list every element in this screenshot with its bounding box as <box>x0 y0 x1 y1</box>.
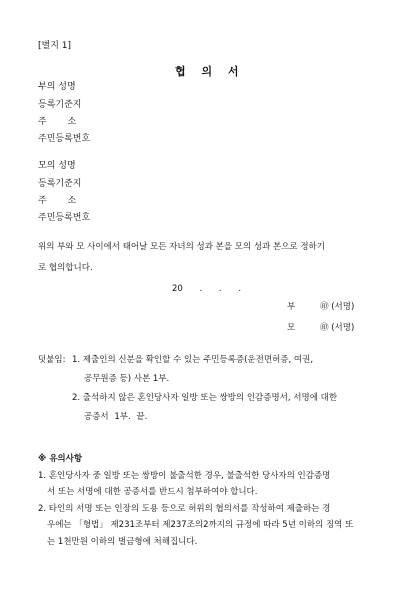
father-resident-number-label: 주민등록번호 <box>38 134 91 144</box>
agreement-line-1: 위의 부와 모 사이에서 태어날 모든 자녀의 성과 본을 모의 성과 본으로 정하기 <box>38 242 325 252</box>
father-name-label: 부의 성명 <box>38 82 76 92</box>
signature-role: 부 <box>287 302 296 312</box>
notice-item-1-line-1: 1. 혼인당사자 중 일방 또는 쌍방이 불출석한 경우, 불출석한 당사자의 인감증명 <box>38 471 331 481</box>
annex-label: [별지 1] <box>38 41 71 51</box>
attachment-item-1-line-1: 1. 제출인의 신분을 확인할 수 있는 주민등록증(운전면허증, 여권, <box>72 355 314 365</box>
mother-resident-number-label: 주민등록번호 <box>38 213 91 223</box>
notice-item-2-line-3: 는 1천만원 이하의 벌금형에 처해집니다. <box>47 537 198 547</box>
father-address-label: 주 소 <box>38 117 77 127</box>
agreement-line-2: 로 협의합니다. <box>38 263 93 273</box>
attachment-item-1-line-2: 공무원증 등) 사본 1부. <box>84 374 170 384</box>
notice-item-2-line-2: 우에는 「형법」 제231조부터 제237조의2까지의 규정에 따라 5년 이하의 징역 또 <box>47 520 354 530</box>
signature-role: 모 <box>287 323 296 333</box>
attachment-item-2-line-1: 2. 출석하지 않은 혼인당사자 일방 또는 쌍방의 인감증명서, 서명에 대한 <box>72 393 338 403</box>
mother-name-label: 모의 성명 <box>38 161 76 171</box>
mother-address-label: 주 소 <box>38 196 77 206</box>
mother-registry-label: 등록기준지 <box>38 179 82 189</box>
seal-mark: ㊞ (서명) <box>320 302 355 312</box>
date-line: 20 . . . <box>172 284 242 294</box>
attachment-item-2-line-2: 공증서 1부. 끝. <box>84 412 148 422</box>
attachments-heading: 덧붙임: <box>38 355 66 365</box>
father-registry-label: 등록기준지 <box>38 100 82 110</box>
notice-heading: ※ 유의사항 <box>38 454 83 464</box>
notice-item-2-line-1: 2. 타인의 서명 또는 인장의 도용 등으로 허위의 협의서를 작성하여 제출하는 경 <box>38 504 331 514</box>
notice-item-1-line-2: 서 또는 서명에 대한 공증서를 반드시 첨부하여야 합니다. <box>47 487 258 497</box>
document-title: 협 의 서 <box>175 65 245 78</box>
seal-mark: ㊞ (서명) <box>320 323 355 333</box>
